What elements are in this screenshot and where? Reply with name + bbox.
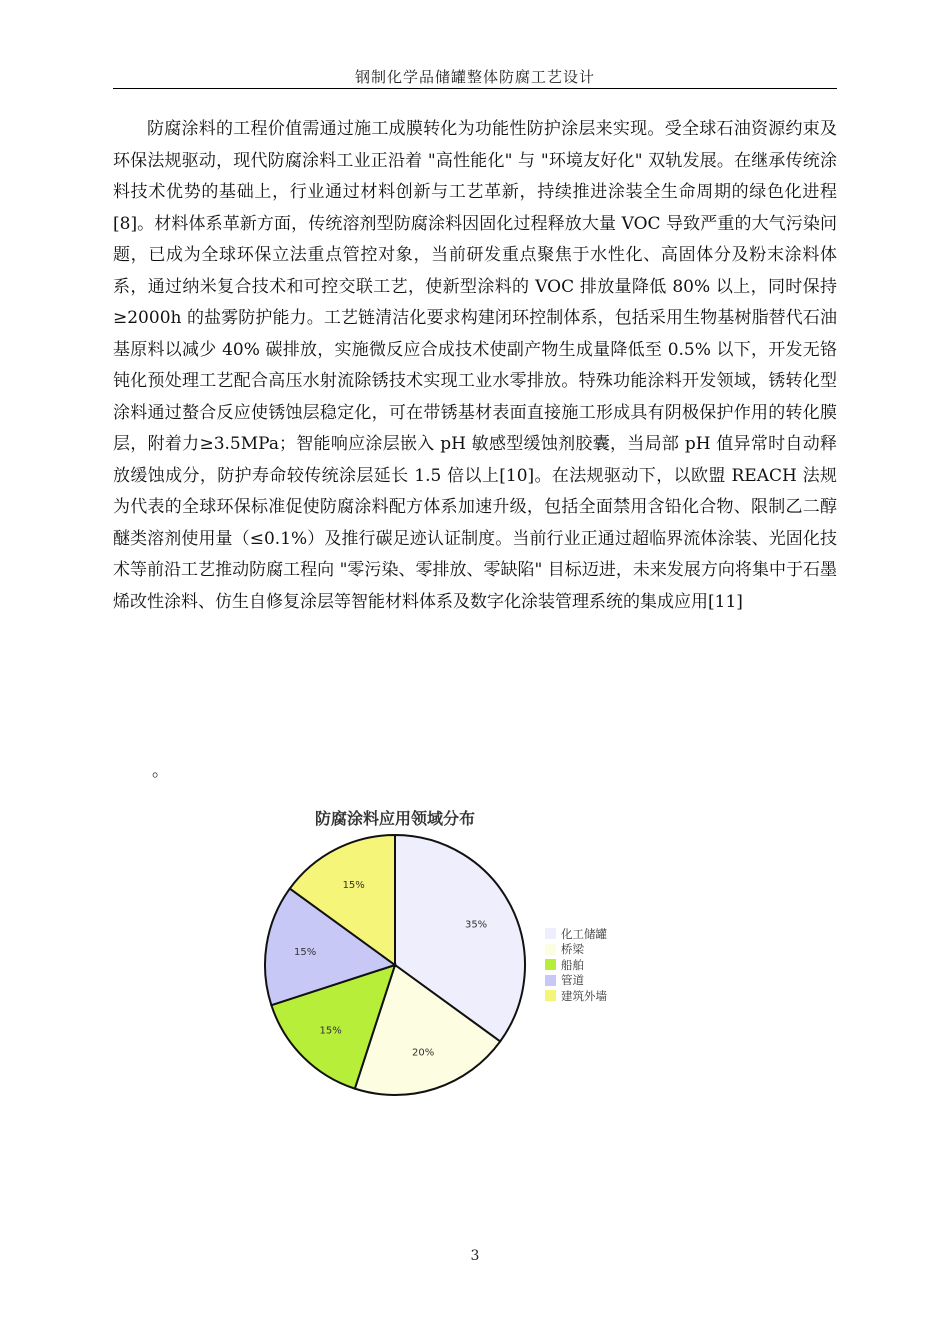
pie-slice-label-2: 20% xyxy=(412,1047,435,1059)
pie-chart xyxy=(230,800,540,1100)
chart-legend xyxy=(545,926,607,1004)
legend-item xyxy=(545,957,607,973)
page-number: 3 xyxy=(470,1248,480,1264)
body-paragraph: 防腐涂料的工程价值需通过施工成膜转化为功能性防护涂层来实现。受全球石油资源约束及环保法规驱动，现代防腐涂料工业正沿着 "高性能化" 与 "环境友好化" 双轨发展。在继承传统涂料技术优势的基础上，行业通过材料创新与工艺革新，持续推进涂装全生命周期的绿色化进程[8]。材料体系革新方面，传统溶剂型防腐涂料因固化过程释放大量 VOC 导致严重的大气污染问题，已成为全球环保立法重点管控对象，当前研发重点聚焦于水性化、高固体分及粉末涂料体系，通过纳米复合技术和可控交联工艺，使新型涂料的 VOC 排放量降低 80% 以上，同时保持≥2000h 的盐雾防护能力。工艺链清洁化要求构建闭环控制体系，包括采用生物基树脂替代石油基原料以减少 40% 碳排放，实施微反应合成技术使副产物生成量降低至 0.5% 以下，开发无铬钝化预处理工艺配合高压水射流除锈技术实现工业水零排放。特殊功能涂料开发领域，锈转化型涂料通过螯合反应使锈蚀层稳定化，可在带锈基材表面直接施工形成具有阴极保护作用的转化膜层，附着力≥3.5MPa；智能响应涂层嵌入 pH 敏感型缓蚀剂胶囊，当局部 pH 值异常时自动释放缓蚀成分，防护寿命较传统涂层延长 1.5 倍以上[10]。在法规驱动下，以欧盟 REACH 法规为代表的全球环保标准促使防腐涂料配方体系加速升级，包括全面禁用含铅化合物、限制乙二醇醚类溶剂使用量（≤0.1%）及推行碳足迹认证制度。当前行业正通过超临界流体涂装、光固化技术等前沿工艺推动防腐工程向 "零污染、零排放、零缺陷" 目标迈进，未来发展方向将集中于石墨烯改性涂料、仿生自修复涂层等智能材料体系及数字化涂装管理系统的集成应用[11] xyxy=(113,119,837,612)
legend-swatch xyxy=(545,959,556,970)
legend-label: 管道 xyxy=(561,973,584,988)
legend-item xyxy=(545,942,607,958)
legend-label: 桥梁 xyxy=(561,942,584,957)
pie-chart-figure xyxy=(230,800,690,1100)
pie-slice-label-3: 15% xyxy=(319,1025,342,1037)
chart-title: 防腐涂料应用领域分布 xyxy=(314,809,475,828)
legend-label: 建筑外墙 xyxy=(561,988,607,1003)
legend-swatch xyxy=(545,944,556,955)
trailing-period: 。 xyxy=(152,761,169,781)
legend-item xyxy=(545,973,607,989)
legend-item xyxy=(545,988,607,1004)
header-rule xyxy=(113,88,837,89)
legend-swatch xyxy=(545,928,556,939)
pie-slice-label-1: 35% xyxy=(464,919,488,931)
legend-swatch xyxy=(545,990,556,1001)
legend-item xyxy=(545,926,607,942)
pie-slice-label-5: 15% xyxy=(342,879,365,891)
legend-swatch xyxy=(545,975,556,986)
page-header: 钢制化学品储罐整体防腐工艺设计 xyxy=(354,68,595,86)
legend-label: 船舶 xyxy=(561,957,584,972)
legend-label: 化工储罐 xyxy=(561,926,607,941)
pie-slice-label-4: 15% xyxy=(294,946,317,958)
